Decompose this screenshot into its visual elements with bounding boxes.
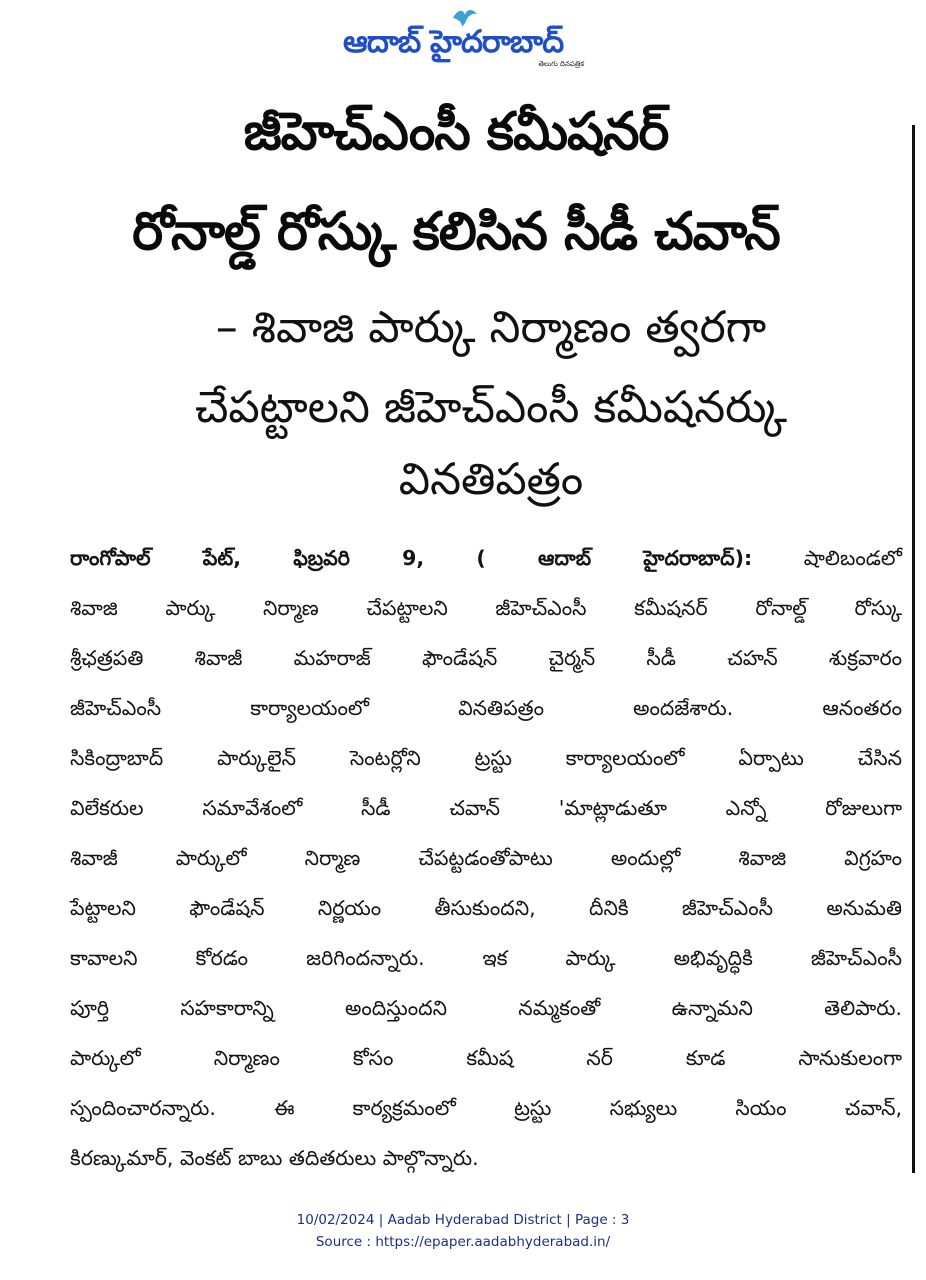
body-line bbox=[70, 536, 902, 580]
dateline: రాంగోపాల్ పేట్, ఫిబ్రవరి 9, ( ఆదాబ్ హైదరాబాద్): bbox=[70, 546, 753, 570]
body-line: కిరణ్కుమార్, వెంకట్ బాబు తదితరులు పాల్గొన్నారు. bbox=[70, 1146, 479, 1170]
body-line: పార్కులో నిర్మాణం కోసం కమీష నర్ కూడ సానుకులంగా bbox=[70, 1046, 902, 1070]
body-line: సికింద్రాబాద్ పార్కులైన్ సెంటర్లోని ట్రస్టు కార్యాలయంలో ఏర్పాటు చేసిన bbox=[70, 746, 902, 770]
body-line: విలేకరుల సమావేశంలో సీడీ చవాన్ 'మాట్లాడుతూ ఎన్నో రోజులుగా bbox=[70, 796, 902, 820]
body-text-span: షాలిబండలో bbox=[752, 546, 902, 570]
body-line: పేట్టాలని ఫౌండేషన్ నిర్ణయం తీసుకుందని, దీనికి జీహెచ్ఎంసీ అనుమతి bbox=[70, 896, 902, 920]
body-line: శివాజీ పార్కులో నిర్మాణ చేపట్టడంతోపాటు అందుల్లో శివాజి విగ్రహం bbox=[70, 846, 902, 870]
body-line: శ్రీఛత్రపతి శివాజీ మహరాజ్ ఫౌండేషన్ చైర్మన్ సీడీ చహన్ శుక్రవారం bbox=[70, 646, 902, 670]
footer-source: Source : https://epaper.aadabhyderabad.in/ bbox=[315, 1234, 611, 1250]
headline-line-2: రోనాల్డ్ రోస్కు కలిసిన సీడీ చవాన్ bbox=[132, 202, 780, 262]
masthead bbox=[0, 4, 926, 74]
subheadline-line-1: – శివాజి పార్కు నిర్మాణం త్వరగా bbox=[215, 302, 767, 353]
subheadline-line-3: వినతిపత్రం bbox=[398, 454, 584, 505]
body-line: పూర్తి సహకారాన్ని అందిస్తుందని నమ్మకంతో ఉన్నామని తెలిపారు. bbox=[70, 996, 902, 1020]
subheadline-line-2: చేపట్టాలని జీహెచ్ఎంసీ కమీషనర్కు bbox=[194, 382, 788, 433]
column-rule bbox=[912, 125, 915, 1173]
body-line: జీహెచ్ఎంసీ కార్యాలయంలో వినతిపత్రం అందజేశారు. ఆనంతరం bbox=[70, 696, 902, 720]
body-line: శివాజి పార్కు నిర్మాణ చేపట్టాలని జీహెచ్ఎంసీ కమీషనర్ రోనాల్డ్ రోస్కు bbox=[70, 596, 902, 620]
logo-tagline: తెలుగు దినపత్రిక bbox=[538, 60, 584, 68]
footer-date-page: 10/02/2024 | Aadab Hyderabad District | Page : 3 bbox=[296, 1212, 630, 1228]
headline-line-1: జీహెచ్ఎంసీ కమీషనర్ bbox=[243, 102, 669, 162]
body-line: కావాలని కోరడం జరిగిందన్నారు. ఇక పార్కు అభివృద్ధికి జీహెచ్ఎంసీ bbox=[70, 946, 902, 970]
body-line: స్పందించారన్నారు. ఈ కార్యక్రమంలో ట్రస్టు సభ్యులు సియం చవాన్, bbox=[70, 1096, 902, 1120]
newspaper-logo bbox=[343, 10, 588, 68]
logo-text: ఆదాబ్ హైదరాబాద్ bbox=[343, 24, 564, 60]
